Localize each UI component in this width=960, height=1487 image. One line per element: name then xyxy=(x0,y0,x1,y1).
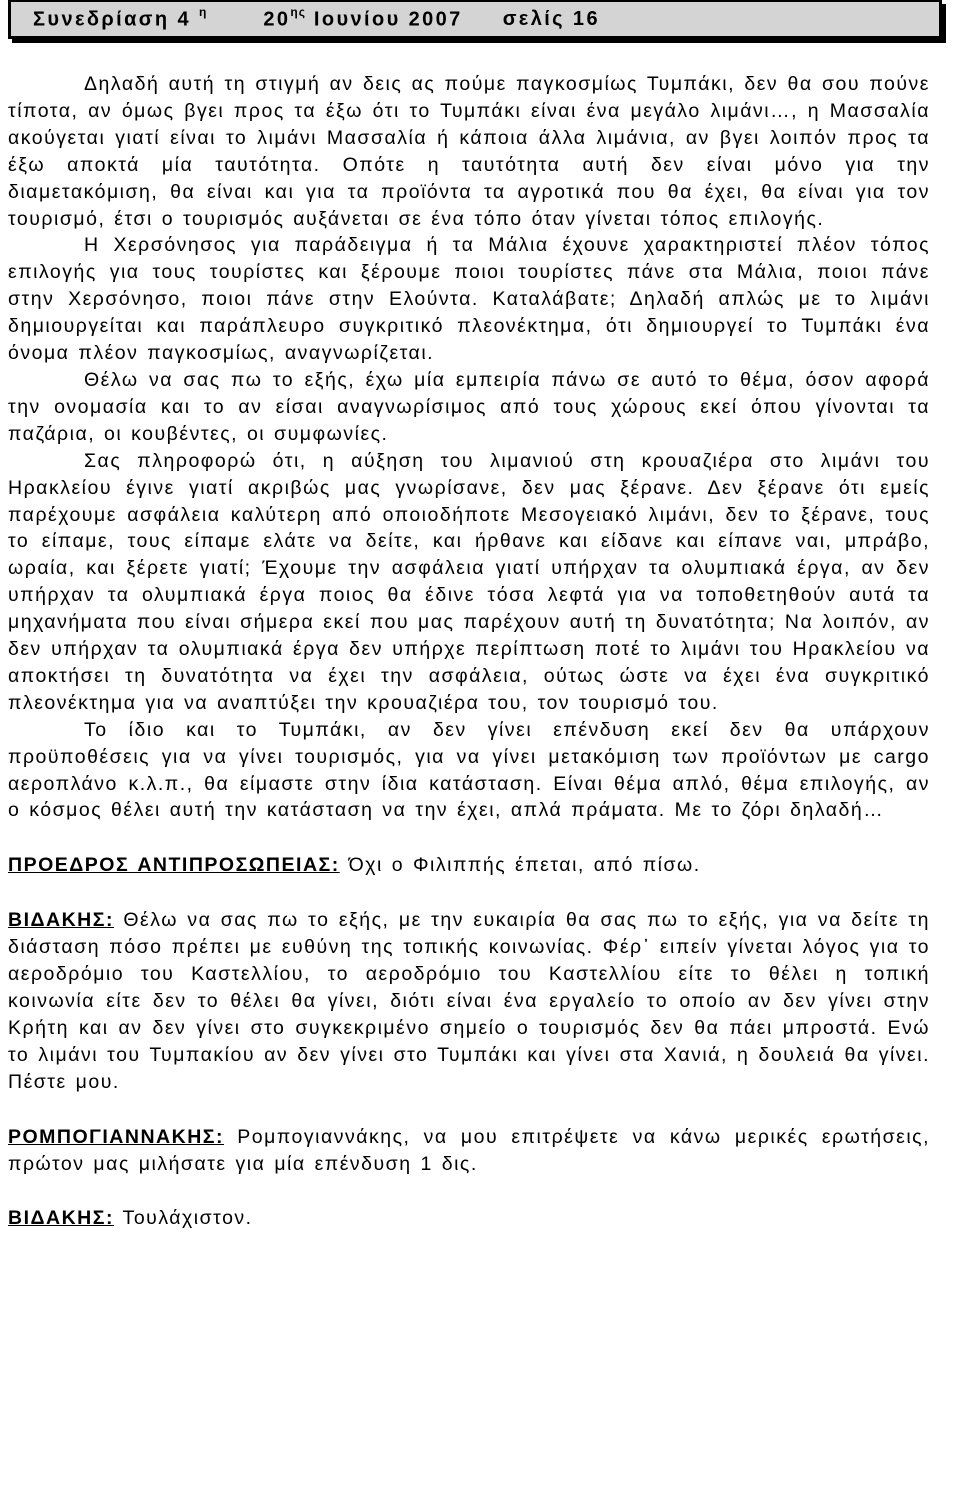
page-header xyxy=(8,0,942,39)
paragraph: Δηλαδή αυτή τη στιγμή αν δεις ας πούμε παγκοσμίως Τυμπάκι, δεν θα σου πούνε τίποτα, αν όμως βγει προς τα έξω ότι το Τυμπάκι είναι ένα μεγάλο λιμάνι…, η Μασσαλία ακούγεται γιατί είναι το λιμάνι Μασσαλία ή κάποια άλλα λιμάνια, αν βγει λοιπόν προς τα έξω αποκτά μία ταυτότητα. Οπότε η ταυτότητα αυτή δεν είναι μόνο για την διαμετακόμιση, θα είναι και για τα προϊόντα τα αγροτικά που θα έχει, θα είναι για τον τουρισμό, έτσι ο τουρισμός αυξάνεται σε ένα τόπο όταν γίνεται τόπος επιλογής. xyxy=(8,73,930,230)
speech-text: Θέλω να σας πω το εξής, με την ευκαιρία θα σας πω το εξής, για να δείτε τη διάσταση πόσο πρέπει με ευθύνη της τοπικής κοινωνίας. Φέρ᾽ ειπείν γίνεται λόγος για το αεροδρόμιο του Καστελλίου, το αεροδρόμιο του Καστελλίου είτε το θέλει η τοπική κοινωνία είτε δεν το θέλει θα γίνει, διότι είναι ένα εργαλείο το οποίο αν δεν γίνει στην Κρήτη και αν δεν γίνει στο συγκεκριμένο σημείο ο τουρισμός δεν θα πάει μπροστά. Ενώ το λιμάνι του Τυμπακίου αν δεν γίνει στο Τυμπάκι και γίνει στα Χανιά, η δουλειά θα γίνει. Πέστε μου. xyxy=(8,909,930,1093)
exchange xyxy=(8,1124,930,1178)
paragraph: Το ίδιο και το Τυμπάκι, αν δεν γίνει επένδυση εκεί δεν θα υπάρχουν προϋποθέσεις για να γίνει τουρισμός, για να γίνει μετακόμιση των προϊόντων με cargo αεροπλάνο κ.λ.π., θα είμαστε στην ίδια κατάσταση. Είναι θέμα απλό, θέμα επιλογής, αν ο κόσμος θέλει αυτή την κατάσταση να την έχει, απλά πράματα. Με το ζόρι δηλαδή… xyxy=(8,718,930,822)
spacer xyxy=(8,879,930,907)
session-date: $20^{\eta\varsigma}$ Ιουνίου 2007 xyxy=(263,4,463,31)
speaker-name: ΒΙΔΑΚΗΣ: xyxy=(8,909,114,932)
exchange xyxy=(8,907,930,1095)
speech-text: Όχι ο Φιλιππής έπεται, από πίσω. xyxy=(348,854,701,877)
spacer xyxy=(8,1096,930,1124)
speaker-name: ΠΡΟΕΔΡΟΣ ΑΝΤΙΠΡΟΣΩΠΕΙΑΣ: xyxy=(8,854,340,877)
speech-text: Τουλάχιστον. xyxy=(122,1207,253,1230)
paragraph: Θέλω να σας πω το εξής, έχω μία εμπειρία πάνω σε αυτό το θέμα, όσον αφορά την ονομασία και το αν είσαι αναγνωρίσιμος από τους χώρους εκεί όπου γίνονται τα παζάρια, οι κουβέντες, οι συμφωνίες. xyxy=(8,368,930,445)
paragraph: Η Χερσόνησος για παράδειγμα ή τα Μάλια έχουνε χαρακτηριστεί πλέον τόπος επιλογής για τους τουρίστες και ξέρουμε ποιοι τουρίστες πάνε στα Μάλια, ποιοι πάνε στην Χερσόνησο, ποιοι πάνε στην Ελούντα. Καταλάβατε; Δηλαδή απλώς με το λιμάνι δημιουργείται και παράπλευρο συγκριτικό πλεονέκτημα, ότι δημιουργεί το Τυμπάκι ένα όνομα πλέον παγκοσμίως, αναγνωρίζεται. xyxy=(8,234,930,365)
spacer xyxy=(8,824,930,852)
page-number: σελίς 16 xyxy=(502,7,600,30)
session-label: Συνεδρίαση 4 $^\eta$ xyxy=(33,4,208,31)
spacer xyxy=(8,1177,930,1205)
speaker-name: ΡΟΜΠΟΓΙΑΝΝΑΚΗΣ: xyxy=(8,1125,224,1148)
speech-text: Ρομπογιαννάκης, να μου επιτρέψετε να κάνω μερικές ερωτήσεις, πρώτον μας μιλήσατε για μία επένδυση 1 δις. xyxy=(8,1125,930,1175)
paragraph: Σας πληροφορώ ότι, η αύξηση του λιμανιού στη κρουαζιέρα στο λιμάνι του Ηρακλείου έγινε γιατί ακριβώς μας γνωρίσανε, δεν μας ξέρανε. Δεν ξέρανε ότι εμείς παρέχουμε ασφάλεια καλύτερη από οποιοδήποτε Μεσογειακό λιμάνι, δεν το ξέρανε, τους το είπαμε, τους είπαμε ελάτε να δείτε, και ήρθανε και είδανε και είπανε ναι, μπράβο, ωραία, και ξέρετε γιατί; Έχουμε την ασφάλεια γιατί υπήρχαν τα ολυμπιακά έργα, αν δεν υπήρχαν τα ολυμπιακά έργα ποιος θα έδινε τόσα λεφτά για να τοποθετηθούν αυτά τα μηχανήματα που είναι σήμερα εκεί που μας παρέχουν αυτή τη δυνατότητα; Να λοιπόν, αν δεν υπήρχαν τα ολυμπιακά έργα δεν υπήρχε περίπτωση ποτέ το λιμάνι του Ηρακλείου να αποκτήσει τη δυνατότητα να έχει την ασφάλεια, ούτως ώστε να έχει ένα συγκριτικό πλεονέκτημα για να αναπτύξει την κρουαζιέρα του, τον τουρισμό του. xyxy=(8,449,930,714)
speaker-name: ΒΙΔΑΚΗΣ: xyxy=(8,1207,114,1230)
transcript-body xyxy=(8,71,930,1232)
exchange xyxy=(8,852,930,879)
exchange xyxy=(8,1205,930,1232)
